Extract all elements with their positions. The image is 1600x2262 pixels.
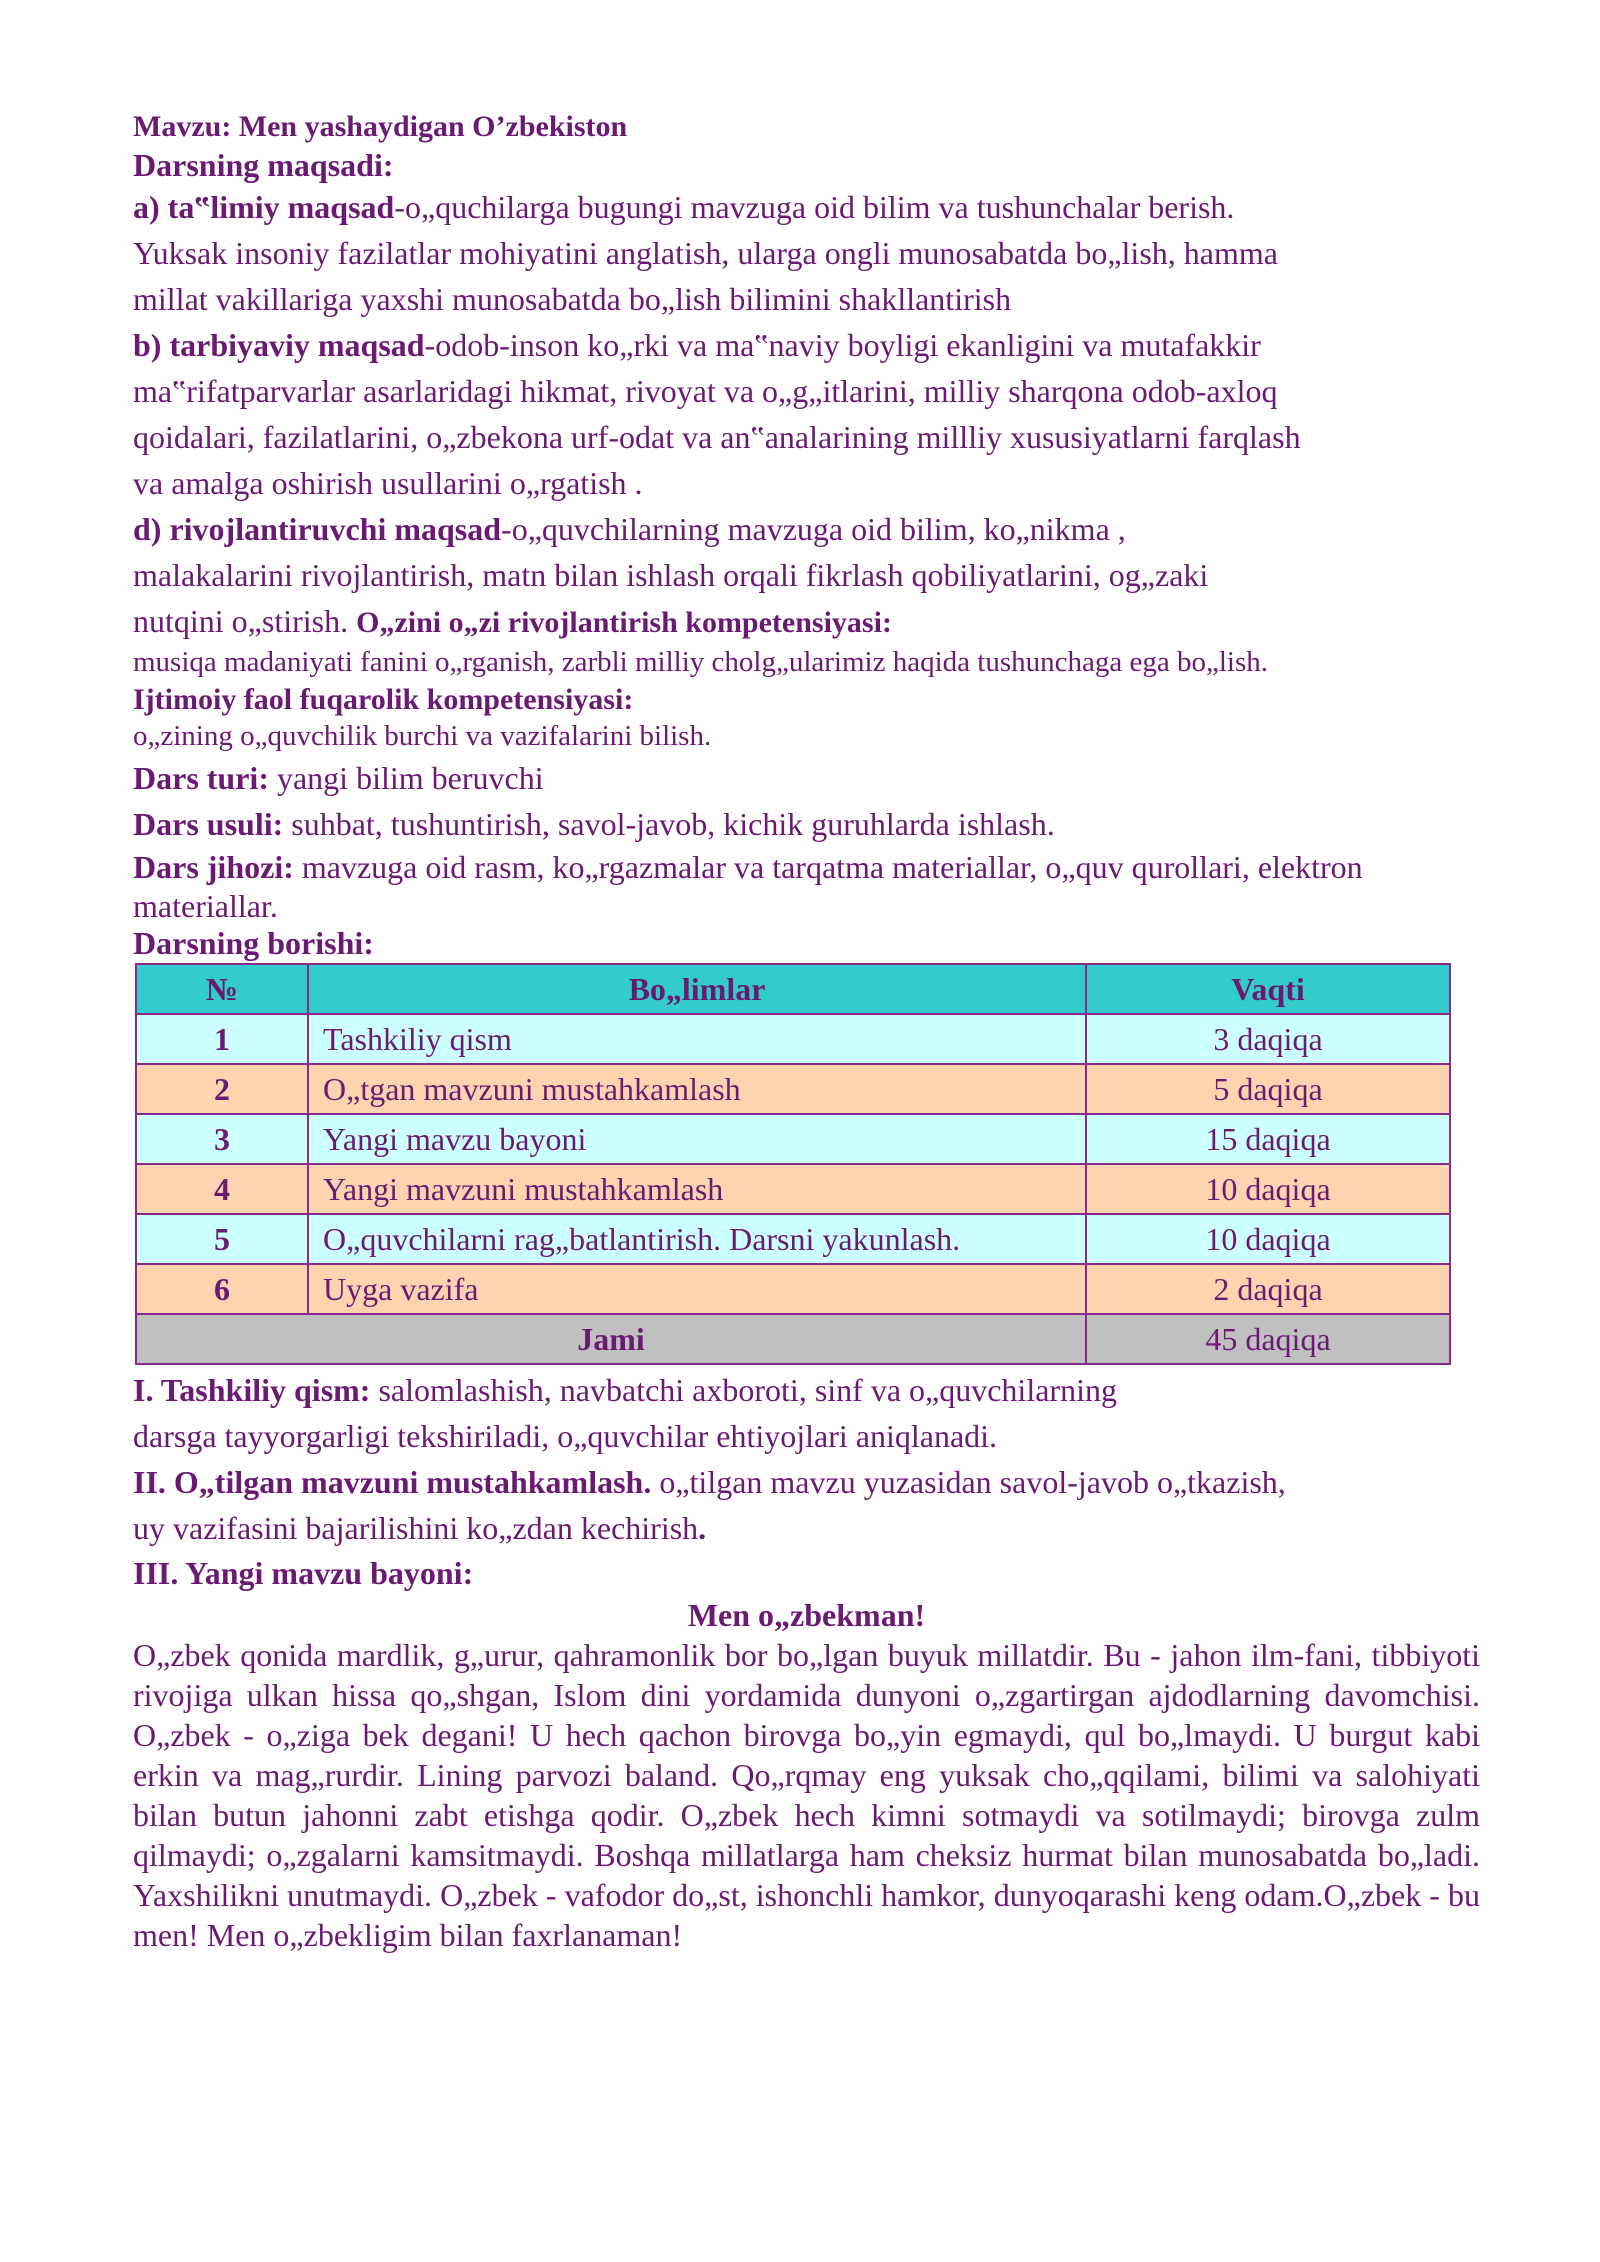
lesson-method-text: suhbat, tushuntirish, savol-javob, kichik guruhlarda ishlash. — [283, 806, 1055, 842]
stage-review — [133, 1459, 1480, 1505]
stage-organization — [133, 1367, 1480, 1413]
row-section: Yangi mavzuni mustahkamlash — [308, 1164, 1086, 1214]
lesson-plan-table — [135, 963, 1451, 1365]
goal-educational-label: a) ta‟limiy maqsad — [133, 189, 395, 225]
table-header-row — [136, 964, 1450, 1014]
row-number: 4 — [136, 1164, 308, 1214]
row-number: 2 — [136, 1064, 308, 1114]
row-section: Tashkiliy qism — [308, 1014, 1086, 1064]
row-time: 2 daqiqa — [1086, 1264, 1450, 1314]
lesson-equipment — [133, 847, 1480, 887]
row-time: 10 daqiqa — [1086, 1164, 1450, 1214]
reading-title: Men o„zbekman! — [687, 1597, 926, 1633]
lesson-method — [133, 801, 1480, 847]
goal-educational-text-1: -o„quchilarga bugungi mavzuga oid bilim va tushunchalar berish. — [394, 189, 1235, 225]
lesson-type-label: Dars turi: — [133, 760, 269, 796]
stage-organization-text-1: salomlashish, navbatchi axboroti, sinf va o„quvchilarning — [370, 1372, 1117, 1408]
competence-self-label: O„zini o„zi rivojlantirish kompetensiyasi: — [356, 606, 892, 639]
table-header-time: Vaqti — [1086, 964, 1450, 1014]
goal-developmental-text-2: malakalarini rivojlantirish, matn bilan ishlash orqali fikrlash qobiliyatlarini, og„zaki — [133, 557, 1209, 593]
total-label: Jami — [136, 1314, 1086, 1364]
lesson-equipment-label: Dars jihozi: — [133, 849, 294, 885]
lesson-equipment-text-1: mavzuga oid rasm, ko„rgazmalar va tarqatma materiallar, o„quv qurollari, elektron — [293, 849, 1363, 885]
stage-organization-text-2: darsga tayyorgarligi tekshiriladi, o„quvchilar ehtiyojlari aniqlanadi. — [133, 1418, 998, 1454]
table-header-number: № — [136, 964, 308, 1014]
lesson-method-label: Dars usuli: — [133, 806, 284, 842]
topic-heading: Mavzu: Men yashaydigan O’zbekiston — [133, 110, 628, 143]
row-number: 5 — [136, 1214, 308, 1264]
stage-review-line-2 — [133, 1505, 1480, 1551]
total-time: 45 daqiqa — [1086, 1314, 1450, 1364]
row-section: O„tgan mavzuni mustahkamlash — [308, 1064, 1086, 1114]
competence-civic-label: Ijtimoiy faol fuqarolik kompetensiyasi: — [133, 683, 634, 716]
reading-body: O„zbek qonida mardlik, g„urur, qahramonlik bor bo„lgan buyuk millatdir. Bu - jahon ilm-fani, tibbiyoti rivojiga ulkan hissa qo„shgan, Islom dini yordamida dunyoni o„zgartirgan ajdodlarning davomchisi. O„zbek - o„ziga bek degani! U hech qachon birovga bo„yin egmaydi, qul bo„lmaydi. U burgut kabi erkin va mag„rurdir. Lining parvozi baland. Qo„rqmay eng yuksak cho„qqilami, bilimi va salohiyati bilan butun jahonni zabt etishga qodir. O„zbek hech kimni sotmaydi va sotilmaydi; birovga zulm qilmaydi; o„zgalarni kamsitmaydi. Boshqa millatlarga ham cheksiz hurmat bilan munosabatda bo„ladi. Yaxshilikni unutmaydi. O„zbek - vafodor do„st, ishonchli hamkor, dunyoqarashi keng odam.O„zbek - bu men! Men o„zbekligim bilan faxrlanaman! — [133, 1637, 1480, 1953]
goal-upbringing-text-4: va amalga oshirish usullarini o„rgatish . — [133, 465, 643, 501]
row-number: 3 — [136, 1114, 308, 1164]
table-row — [136, 1064, 1450, 1114]
stage-review-text-2: uy vazifasini bajarilishini ko„zdan kechirish — [133, 1510, 699, 1546]
goal-upbringing-text-1: -odob-inson ko„rki va ma‟naviy boyligi ekanligini va mutafakkir — [424, 327, 1261, 363]
row-number: 6 — [136, 1264, 308, 1314]
row-number: 1 — [136, 1014, 308, 1064]
competence-civic-text: o„zining o„quvchilik burchi va vazifalarini bilish. — [133, 720, 712, 752]
goal-upbringing-label: b) tarbiyaviy maqsad — [133, 327, 425, 363]
row-time: 10 daqiqa — [1086, 1214, 1450, 1264]
stage-review-label: II. O„tilgan mavzuni mustahkamlash. — [133, 1464, 652, 1500]
lesson-type-text: yangi bilim beruvchi — [268, 760, 544, 796]
goal-developmental-text-1: -o„quvchilarning mavzuga oid bilim, ko„nikma , — [501, 511, 1126, 547]
competence-self-text: musiqa madaniyati fanini o„rganish, zarbli milliy cholg„ularimiz haqida tushunchaga ega bo„lish. — [133, 646, 1268, 678]
goal-educational-text-3: millat vakillariga yaxshi munosabatda bo„lish bilimini shakllantirish — [133, 281, 1012, 317]
stage-review-text-1: o„tilgan mavzu yuzasidan savol-javob o„tkazish, — [651, 1464, 1286, 1500]
goal-developmental — [133, 506, 1480, 552]
table-row — [136, 1264, 1450, 1314]
lesson-flow-title: Darsning borishi: — [133, 925, 374, 961]
table-row — [136, 1114, 1450, 1164]
row-time: 3 daqiqa — [1086, 1014, 1450, 1064]
goal-developmental-text-3 — [133, 598, 1480, 644]
goals-title: Darsning maqsadi: — [133, 147, 394, 183]
goal-educational-text-2: Yuksak insoniy fazilatlar mohiyatini anglatish, ularga ongli munosabatda bo„lish, hamma — [133, 235, 1278, 271]
table-row — [136, 1164, 1450, 1214]
stage-new-topic-label: III. Yangi mavzu bayoni: — [133, 1555, 474, 1591]
lesson-equipment-text-2: materiallar. — [133, 888, 278, 924]
table-header-sections: Bo„limlar — [308, 964, 1086, 1014]
stage-review-end: . — [698, 1510, 707, 1546]
table-row — [136, 1214, 1450, 1264]
table-row — [136, 1014, 1450, 1064]
row-section: O„quvchilarni rag„batlantirish. Darsni yakunlash. — [308, 1214, 1086, 1264]
lesson-type — [133, 755, 1480, 801]
goal-upbringing — [133, 322, 1480, 368]
stage-organization-label: I. Tashkiliy qism: — [133, 1372, 371, 1408]
goal-developmental-label: d) rivojlantiruvchi maqsad — [133, 511, 502, 547]
goal-educational — [133, 184, 1480, 230]
row-time: 15 daqiqa — [1086, 1114, 1450, 1164]
goal-upbringing-text-2: ma‟rifatparvarlar asarlaridagi hikmat, rivoyat va o„g„itlarini, milliy sharqona odob-axloq — [133, 373, 1278, 409]
goal-developmental-text-3-span: nutqini o„stirish. — [133, 603, 357, 639]
table-total-row — [136, 1314, 1450, 1364]
goal-upbringing-text-3: qoidalari, fazilatlarini, o„zbekona urf-odat va an‟analarining millliy xususiyatlarni farqlash — [133, 419, 1301, 455]
row-section: Yangi mavzu bayoni — [308, 1114, 1086, 1164]
row-time: 5 daqiqa — [1086, 1064, 1450, 1114]
row-section: Uyga vazifa — [308, 1264, 1086, 1314]
